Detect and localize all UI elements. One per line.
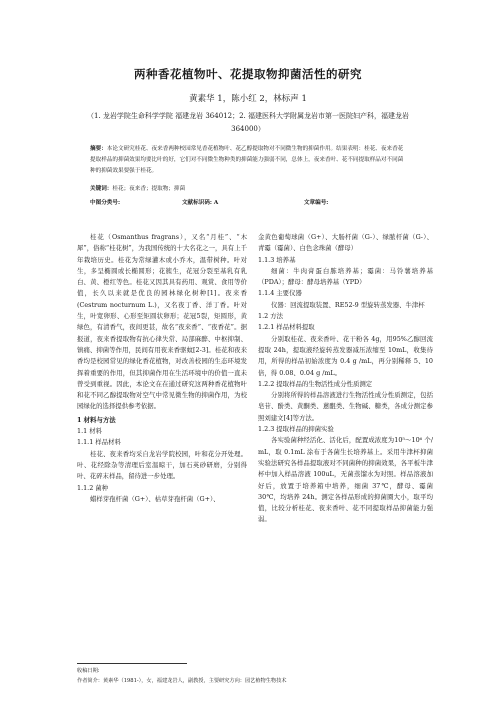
abstract-label: 摘要： — [90, 146, 107, 152]
subsection-heading: 1.1.2 菌种 — [77, 483, 109, 492]
keywords — [90, 184, 185, 192]
right-column — [258, 232, 433, 526]
article-number-label: 文章编号: — [303, 200, 329, 206]
body-paragraph: 仪器：回流提取装置、RE52-9 型旋转蒸发器、牛津杯 — [271, 300, 425, 309]
subsection-heading: 1.2.2 提取样品的生物活性成分性质测定 — [258, 379, 373, 388]
affiliation: （1. 龙岩学院生命科学学院 福建龙岩 364012；2. 福建医科大学附属龙岩市第一医院妇产科，福建龙岩 364000） — [87, 112, 409, 133]
subsection-heading: 1.1.1 样品材料 — [77, 438, 121, 447]
abstract-text: 本论文研究桂花、夜来香两种校园常见香花植物叶、花乙醇提取物对不同微生物的抑菌作用。结果表明：桂花、夜来香花提取样品的抑菌效果均要比叶的好，它们对不同微生物种类的抑菌能力强弱不同，总体上，夜来香叶、花不同提取样品对不同菌种的抑菌效果要强于桂花。 — [90, 146, 404, 174]
footnote-rule — [77, 663, 187, 664]
doc-code-label: 文献标识码: A — [181, 200, 219, 206]
body-paragraph: 细菌：牛肉膏蛋白胨培养基；霉菌：马铃薯培养基（PDA）；酵母：酵母培养基（YPD） — [258, 266, 433, 287]
body-paragraph: 各实验菌种经活化、活化后，配置成浓度为10⁵～10⁶ 个/ mL，取 0.1mL 涂布于各菌生长培养基上。采用牛津杯抑菌实验法研究各样品提取液对不同菌种的抑菌效果，各平板牛津杯中加入样品溶液 100uL，无菌蒸馏水为对照。样品溶液加好后，放置于培养箱中培养，细菌 37℃，酵母、霉菌 30℃，均培养 24h。测定各样品形成的抑菌圈大小，取平均值，比较分析桂花、夜来香叶、花不同提取样品抑菌能力强弱。 — [258, 436, 433, 524]
body-paragraph: 分别取桂花、夜来香叶、花干粉各 4g，用95%乙醇回流提取 24h，提取液经旋转蒸发器减压浓缩至 10mL，收集待用，所得的样品初始浓度为 0.4 g /mL，再分别稀释 5、10 倍，得 0.08、0.04 g /mL。 — [258, 334, 433, 377]
author-list: 黄素华 1，陈小红 2，林标声 1 — [189, 94, 307, 104]
body-paragraph: 蜡样芽孢杆菌（G+）、枯草芽孢杆菌（G+）、 — [90, 494, 220, 503]
clc-label: 中图分类号: — [90, 200, 121, 206]
paper-title: 两种香花植物叶、花提取物抑菌活性的研究 — [134, 67, 362, 81]
subsection-heading: 1.2 方法 — [258, 312, 283, 321]
subsection-heading: 1.1.3 培养基 — [258, 255, 296, 264]
body-paragraph: 金黄色葡萄球菌（G+）、大肠杆菌（G-）、绿脓杆菌（G-）、青霉（霉菌）、白色念珠菌（酵母） — [258, 233, 433, 253]
subsection-heading: 1.1 材料 — [77, 427, 102, 436]
body-paragraph: 分别将所得的样品溶液进行生物活性成分性质测定，包括皂苷、酚类、黄酮类、蒽醌类、生物碱、糖类，各成分测定参照刘建文[4]等方法。 — [258, 391, 433, 422]
section-heading: 1 材料与方法 — [77, 415, 116, 424]
abstract — [90, 144, 408, 177]
author-bio: 作者简介：黄素华（1981-），女，福建龙岩人，副教授，主要研究方向：园艺植物生物技术 — [77, 678, 287, 684]
body-paragraph: 桂花（Osmanthus fragrans），又名“月桂”、“木犀”，俗称“桂花树”，为我国传统的十大名花之一，具有上千年栽培历史。桂花为常绿灌木或小乔木，温带树种。叶对生，多呈椭圆或长椭圆形；花簇生，花冠分裂至基乳有乳白、黄、橙红等色。桂花又因其具有药用、观赏、食用等价值，长久以来就是优良的园林绿化树种[1]。夜来香(Cestrum nocturnum L.)，又名夜丁香、洋丁香。叶对生，叶宽卵形、心形至矩圆状卵形；花冠5裂，矩圆形，黄绿色，有清香气，夜间更甚，故名“夜来香”、“夜香花”。据报道，夜来香提取物有抗心律失常、局部麻醉、中枢抑制、镇痛、抑菌等作用，民间有用夜来香驱蚊[2-3]。桂花和夜来香均是校园常见的绿化香花植物，对改善校园的生态环境发挥着重要的作用，但其抑菌作用在生活环境中的价值一直未曾受到重视。因此，本论文在在通过研究这两种香花植物叶和花不同乙醇提取物对空气中常见微生物的抑菌作用，为校园绿化的选择提供参考依据。 — [77, 233, 247, 411]
subsection-heading: 1.1.4 主要仪器 — [258, 289, 302, 298]
subsection-heading: 1.2.3 提取样品的抑菌实验 — [258, 425, 334, 434]
classification-line — [90, 198, 410, 206]
keywords-label: 关键词： — [90, 186, 113, 192]
subsection-heading: 1.2.1 样品材料提取 — [258, 323, 315, 332]
left-column — [77, 232, 247, 505]
keywords-text: 桂花；夜来香；提取物；抑菌 — [112, 186, 186, 192]
received-date: 收稿日期: — [77, 668, 100, 674]
body-paragraph: 桂花、夜来香均采自龙岩学院校园，叶和花分开处理。叶、花经除杂等清理后室温晾干，加石英砂研磨，分别得叶、花碎末样品，留待进一步处理。 — [77, 449, 247, 481]
